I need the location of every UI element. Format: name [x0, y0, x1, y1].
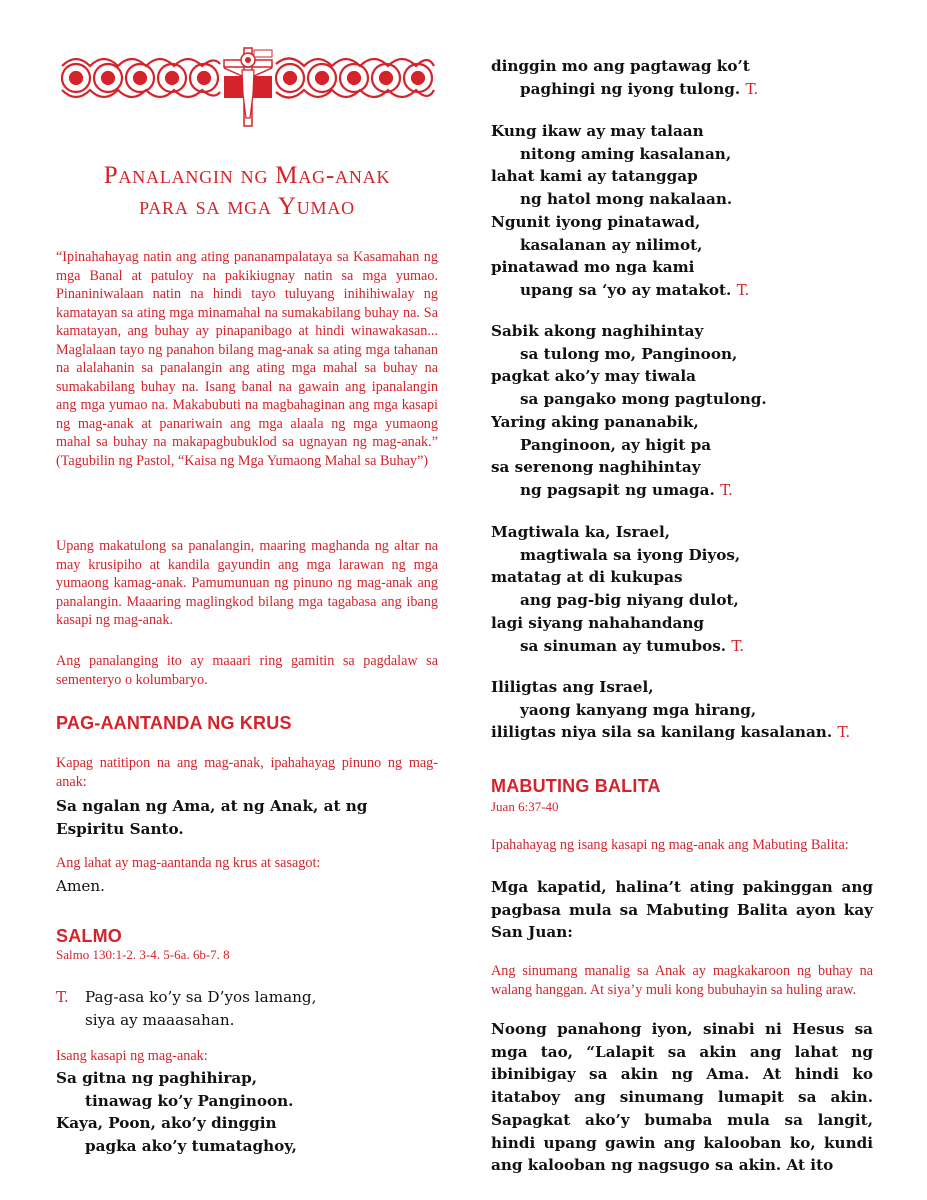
sign-of-cross-rubric-2: Ang lahat ay mag-aantanda ng krus at sasagot: — [56, 855, 321, 871]
crucifix-icon — [224, 48, 272, 126]
sign-of-cross-leader-text: Sa ngalan ng Ama, at ng Anak, at ng Espiritu Santo. — [56, 797, 368, 838]
psalm-line: paghingi ng iyong tulong. — [520, 79, 741, 98]
gospel-rubric: Ipahahayag ng isang kasapi ng mag-anak ang Mabuting Balita: — [491, 837, 849, 853]
psalm-reader-rubric: Isang kasapi ng mag-anak: — [56, 1048, 208, 1064]
psalm-line: magtiwala sa iyong Diyos, — [520, 545, 741, 564]
psalm-line: Kaya, Poon, ako’y dinggin — [56, 1114, 277, 1133]
psalm-line: Yaring aking pananabik, — [491, 412, 699, 431]
title-line-1: Panalangin ng Mag-anak — [103, 162, 391, 189]
gospel-heading: MABUTING BALITA — [491, 776, 661, 796]
psalm-line: kasalanan ay nilimot, — [520, 235, 703, 254]
psalm-stanza-1-right — [491, 55, 873, 100]
psalm-line: Panginoon, ay higit pa — [520, 435, 712, 454]
psalm-line: pinatawad mo nga kami — [491, 258, 695, 277]
psalm-stanza-4 — [491, 521, 873, 657]
refrain-marker: T. — [731, 636, 745, 655]
sign-of-cross-heading: PAG-AANTANDA NG KRUS — [56, 713, 292, 733]
title-line-2: para sa mga Yumao — [139, 193, 355, 220]
psalm-line: Magtiwala ka, Israel, — [491, 523, 671, 541]
psalm-stanza-3 — [491, 320, 873, 502]
psalm-line: sa sinuman ay tumubos. — [520, 636, 727, 655]
psalm-line: Kung ikaw ay may talaan — [491, 122, 704, 140]
sign-of-cross-rubric: Kapag natitipon na ang mag-anak, ipahahayag pinuno ng mag-anak: — [56, 755, 438, 790]
page-title — [56, 160, 438, 222]
gospel-announcement: Mga kapatid, halina’t ating pakinggan ang pagbasa mula sa Mabuting Balita ayon kay San Juan: — [491, 878, 873, 942]
psalm-line: Sabik akong naghihintay — [491, 322, 704, 340]
intro-quote: “Ipinahahayag natin ang ating pananampalataya sa Kasamahan ng mga Banal at patuloy na pakikiugnay natin sa mga yumao. Pinaniniwalaan natin na hindi tayo tuluyang inihihiwalay ng kamatayan sa ating mga minamahal na sumakabilang buhay na. Sa kamatayan, ang buhay ay pinapanibago at hindi winawakasan... Maglalaan tayo ng panahon bilang mag-anak sa ating mga tahanan na alalahanin sa panalangin ang ating mga mahal sa buhay na sumakabilang buhay na. Isang banal na gawain ang ipanalangin ang mga yumao na. Makabubuti na magbahaginan ang mga kasapi ng mag-anak at panariwain ang mga alaala ng mga yumaong mahal sa buhay na makapagbubuklod sa ugnayan ng mag-anak.” (Tagubilin ng Pastol, “Kaisa ng Mga Yumaong Mahal sa Buhay”) — [56, 249, 438, 469]
psalm-line: ang pag-big niyang dulot, — [520, 591, 739, 610]
psalm-refrain — [56, 986, 438, 1031]
psalm-stanza-1-left — [56, 1067, 438, 1158]
psalm-line: lahat kami ay tatanggap — [491, 167, 698, 186]
decorative-banner — [56, 46, 438, 128]
psalm-line: tinawag ko’y Panginoon. — [85, 1091, 294, 1110]
psalm-stanza-5 — [491, 676, 873, 744]
psalm-refrain-label: T. — [56, 988, 69, 1006]
sign-of-cross-response: Amen. — [56, 877, 105, 895]
psalm-line: pagkat ako’y may tiwala — [491, 367, 696, 386]
psalm-line: upang sa ‘yo ay matakot. — [520, 280, 732, 299]
psalm-line: sa pangako mong pagtulong. — [520, 390, 767, 409]
ornament-left — [62, 59, 220, 97]
ornament-right — [276, 58, 434, 97]
psalm-stanza-2 — [491, 120, 873, 302]
refrain-marker: T. — [837, 723, 851, 742]
psalm-line: lagi siyang nahahandang — [491, 613, 705, 632]
psalm-line: ng hatol mong nakalaan. — [520, 190, 733, 209]
psalm-reference: Salmo 130:1-2. 3-4. 5-6a. 6b-7. 8 — [56, 947, 230, 962]
psalm-line: nitong aming kasalanan, — [520, 144, 732, 163]
psalm-line: ng pagsapit ng umaga. — [520, 480, 715, 499]
psalm-line: ililigtas niya sila sa kanilang kasalanan. — [491, 723, 833, 742]
refrain-marker: T. — [720, 480, 733, 499]
gospel-antiphon: Ang sinumang manalig sa Anak ay magkakaroon ng buhay na walang hanggan. At siya’y muli kong bubuhayin sa huling araw. — [491, 963, 873, 998]
psalm-line: sa tulong mo, Panginoon, — [520, 344, 738, 363]
psalm-line: pagka ako’y tumataghoy, — [85, 1137, 297, 1156]
psalm-line: Sa gitna ng paghihirap, — [56, 1069, 258, 1087]
refrain-marker: T. — [745, 79, 759, 98]
psalm-line: sa serenong naghihintay — [491, 458, 701, 477]
psalm-line: Ililigtas ang Israel, — [491, 678, 654, 696]
gospel-reference: Juan 6:37-40 — [491, 799, 559, 814]
psalm-line: matatag at di kukupas — [491, 568, 683, 587]
psalm-refrain-line-2: siya ay maaasahan. — [85, 1010, 235, 1029]
psalm-refrain-line-1: Pag-asa ko’y sa D’yos lamang, — [85, 988, 317, 1006]
psalm-line: yaong kanyang mga hirang, — [520, 700, 757, 719]
refrain-marker: T. — [736, 280, 750, 299]
intro-paragraph-3: Ang panalanging ito ay maaari ring gamitin sa pagdalaw sa sementeryo o kolumbaryo. — [56, 653, 438, 688]
psalm-heading: SALMO — [56, 926, 122, 946]
gospel-reading: Noong panahong iyon, sinabi ni Hesus sa mga tao, “Lalapit sa akin ang lahat ng ibinibigay sa akin ng Ama. At hindi ko itataboy ang sinumang lumapit sa akin. Sapagkat ako’y bumaba mula sa langit, hindi upang gawin ang kalooban ko, kundi ang kalooban ng nagsugo sa akin. At ito — [491, 1020, 873, 1175]
psalm-line: Ngunit iyong pinatawad, — [491, 212, 701, 231]
psalm-line: dinggin mo ang pagtawag ko’t — [491, 57, 750, 75]
intro-paragraph-2: Upang makatulong sa panalangin, maaring maghanda ng altar na may krusipiho at kandila gayundin ang mga larawan ng mga yumaong kamag-anak. Pamumunuan ng pinuno ng mag-anak ang panalangin. Maaaring maglingkod bilang mga tagabasa ang ibang kasapi ng mag-anak. — [56, 538, 438, 628]
